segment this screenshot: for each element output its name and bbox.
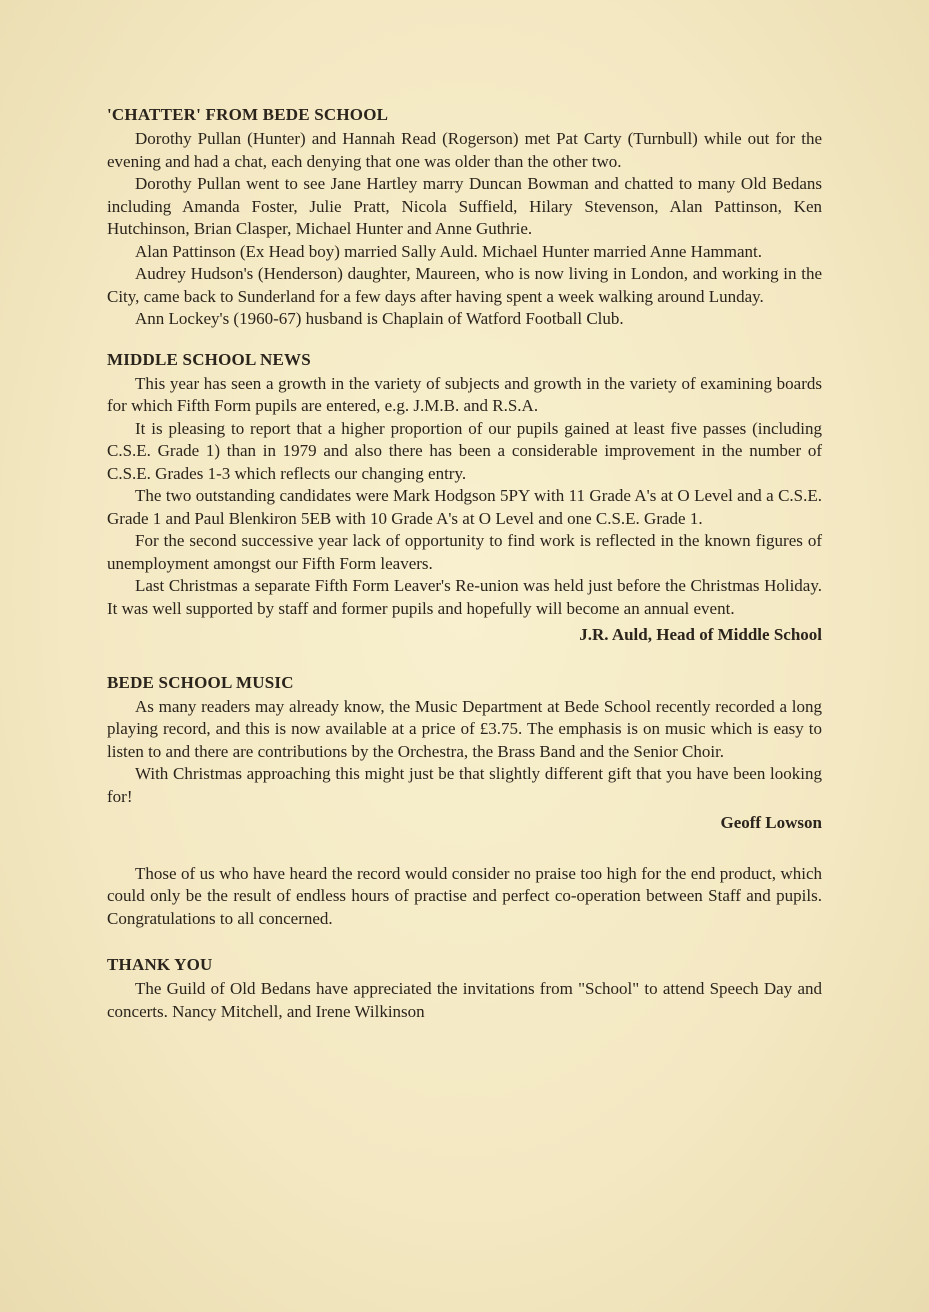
chatter-paragraph: Dorothy Pullan (Hunter) and Hannah Read (Rogerson) met Pat Carty (Turnbull) while out for the evening and had a chat, each denying that one was older than the other two. — [107, 129, 822, 171]
middle-school-paragraph: This year has seen a growth in the variety of subjects and growth in the variety of examining boards for which Fifth Form pupils are entered, e.g. J.M.B. and R.S.A. — [107, 373, 822, 415]
chatter-paragraph: Alan Pattinson (Ex Head boy) married Sally Auld. Michael Hunter married Anne Hammant. — [135, 241, 762, 261]
middle-school-section — [107, 349, 822, 647]
thank-you-paragraph: The Guild of Old Bedans have appreciated the invitations from "School" to attend Speech Day and concerts. Nancy Mitchell, and Irene Wilkinson — [107, 979, 822, 1021]
praise-section — [107, 863, 822, 931]
middle-school-paragraph: It is pleasing to report that a higher proportion of our pupils gained at least five passes (including C.S.E. Grade 1) than in 1979 and also there has been a considerable improvement in the number of C.S.E. Grades 1-3 which reflects our changing entry. — [107, 418, 822, 483]
middle-school-paragraph: Last Christmas a separate Fifth Form Leaver's Re-union was held just before the Christmas Holiday. It was well supported by staff and former pupils and hopefully will become an annual event. — [107, 576, 822, 618]
praise-paragraph: Those of us who have heard the record would consider no praise too high for the end product, which could only be the result of endless hours of practise and perfect co-operation between Staff and pupils. Congratulations to all concerned. — [107, 863, 822, 928]
chatter-paragraph: Ann Lockey's (1960-67) husband is Chaplain of Watford Football Club. — [135, 309, 624, 328]
chatter-heading: 'CHATTER' FROM BEDE SCHOOL — [107, 105, 389, 124]
newsletter-page — [107, 104, 822, 1043]
middle-school-paragraph: The two outstanding candidates were Mark Hodgson 5PY with 11 Grade A's at O Level and a C.S.E. Grade 1 and Paul Blenkiron 5EB with 10 Grade A's at O Level and one C.S.E. Grade 1. — [107, 486, 822, 528]
middle-school-paragraph: For the second successive year lack of opportunity to find work is reflected in the known figures of unemployment amongst our Fifth Form leavers. — [107, 531, 822, 573]
music-heading: BEDE SCHOOL MUSIC — [107, 672, 294, 692]
music-paragraph: With Christmas approaching this might just be that slightly different gift that you have been looking for! — [107, 764, 822, 806]
music-paragraph: As many readers may already know, the Music Department at Bede School recently recorded a long playing record, and this is now available at a price of £3.75. The emphasis is on music which is easy to listen to and there are contributions by the Orchestra, the Brass Band and the Senior Choir. — [107, 696, 822, 761]
middle-school-signature: J.R. Auld, Head of Middle School — [579, 625, 822, 644]
music-section — [107, 672, 822, 835]
thank-you-heading: THANK YOU — [107, 955, 213, 974]
chatter-section — [107, 104, 822, 331]
thank-you-section — [107, 954, 822, 1023]
music-signature: Geoff Lowson — [720, 813, 822, 832]
middle-school-heading: MIDDLE SCHOOL NEWS — [107, 349, 311, 369]
chatter-paragraph: Audrey Hudson's (Henderson) daughter, Maureen, who is now living in London, and working in the City, came back to Sunderland for a few days after having spent a week walking around Lunday. — [107, 264, 822, 306]
chatter-paragraph: Dorothy Pullan went to see Jane Hartley marry Duncan Bowman and chatted to many Old Bedans including Amanda Foster, Julie Pratt, Nicola Suffield, Hilary Stevenson, Alan Pattinson, Ken Hutchinson, Brian Clasper, Michael Hunter and Anne Guthrie. — [107, 174, 822, 238]
